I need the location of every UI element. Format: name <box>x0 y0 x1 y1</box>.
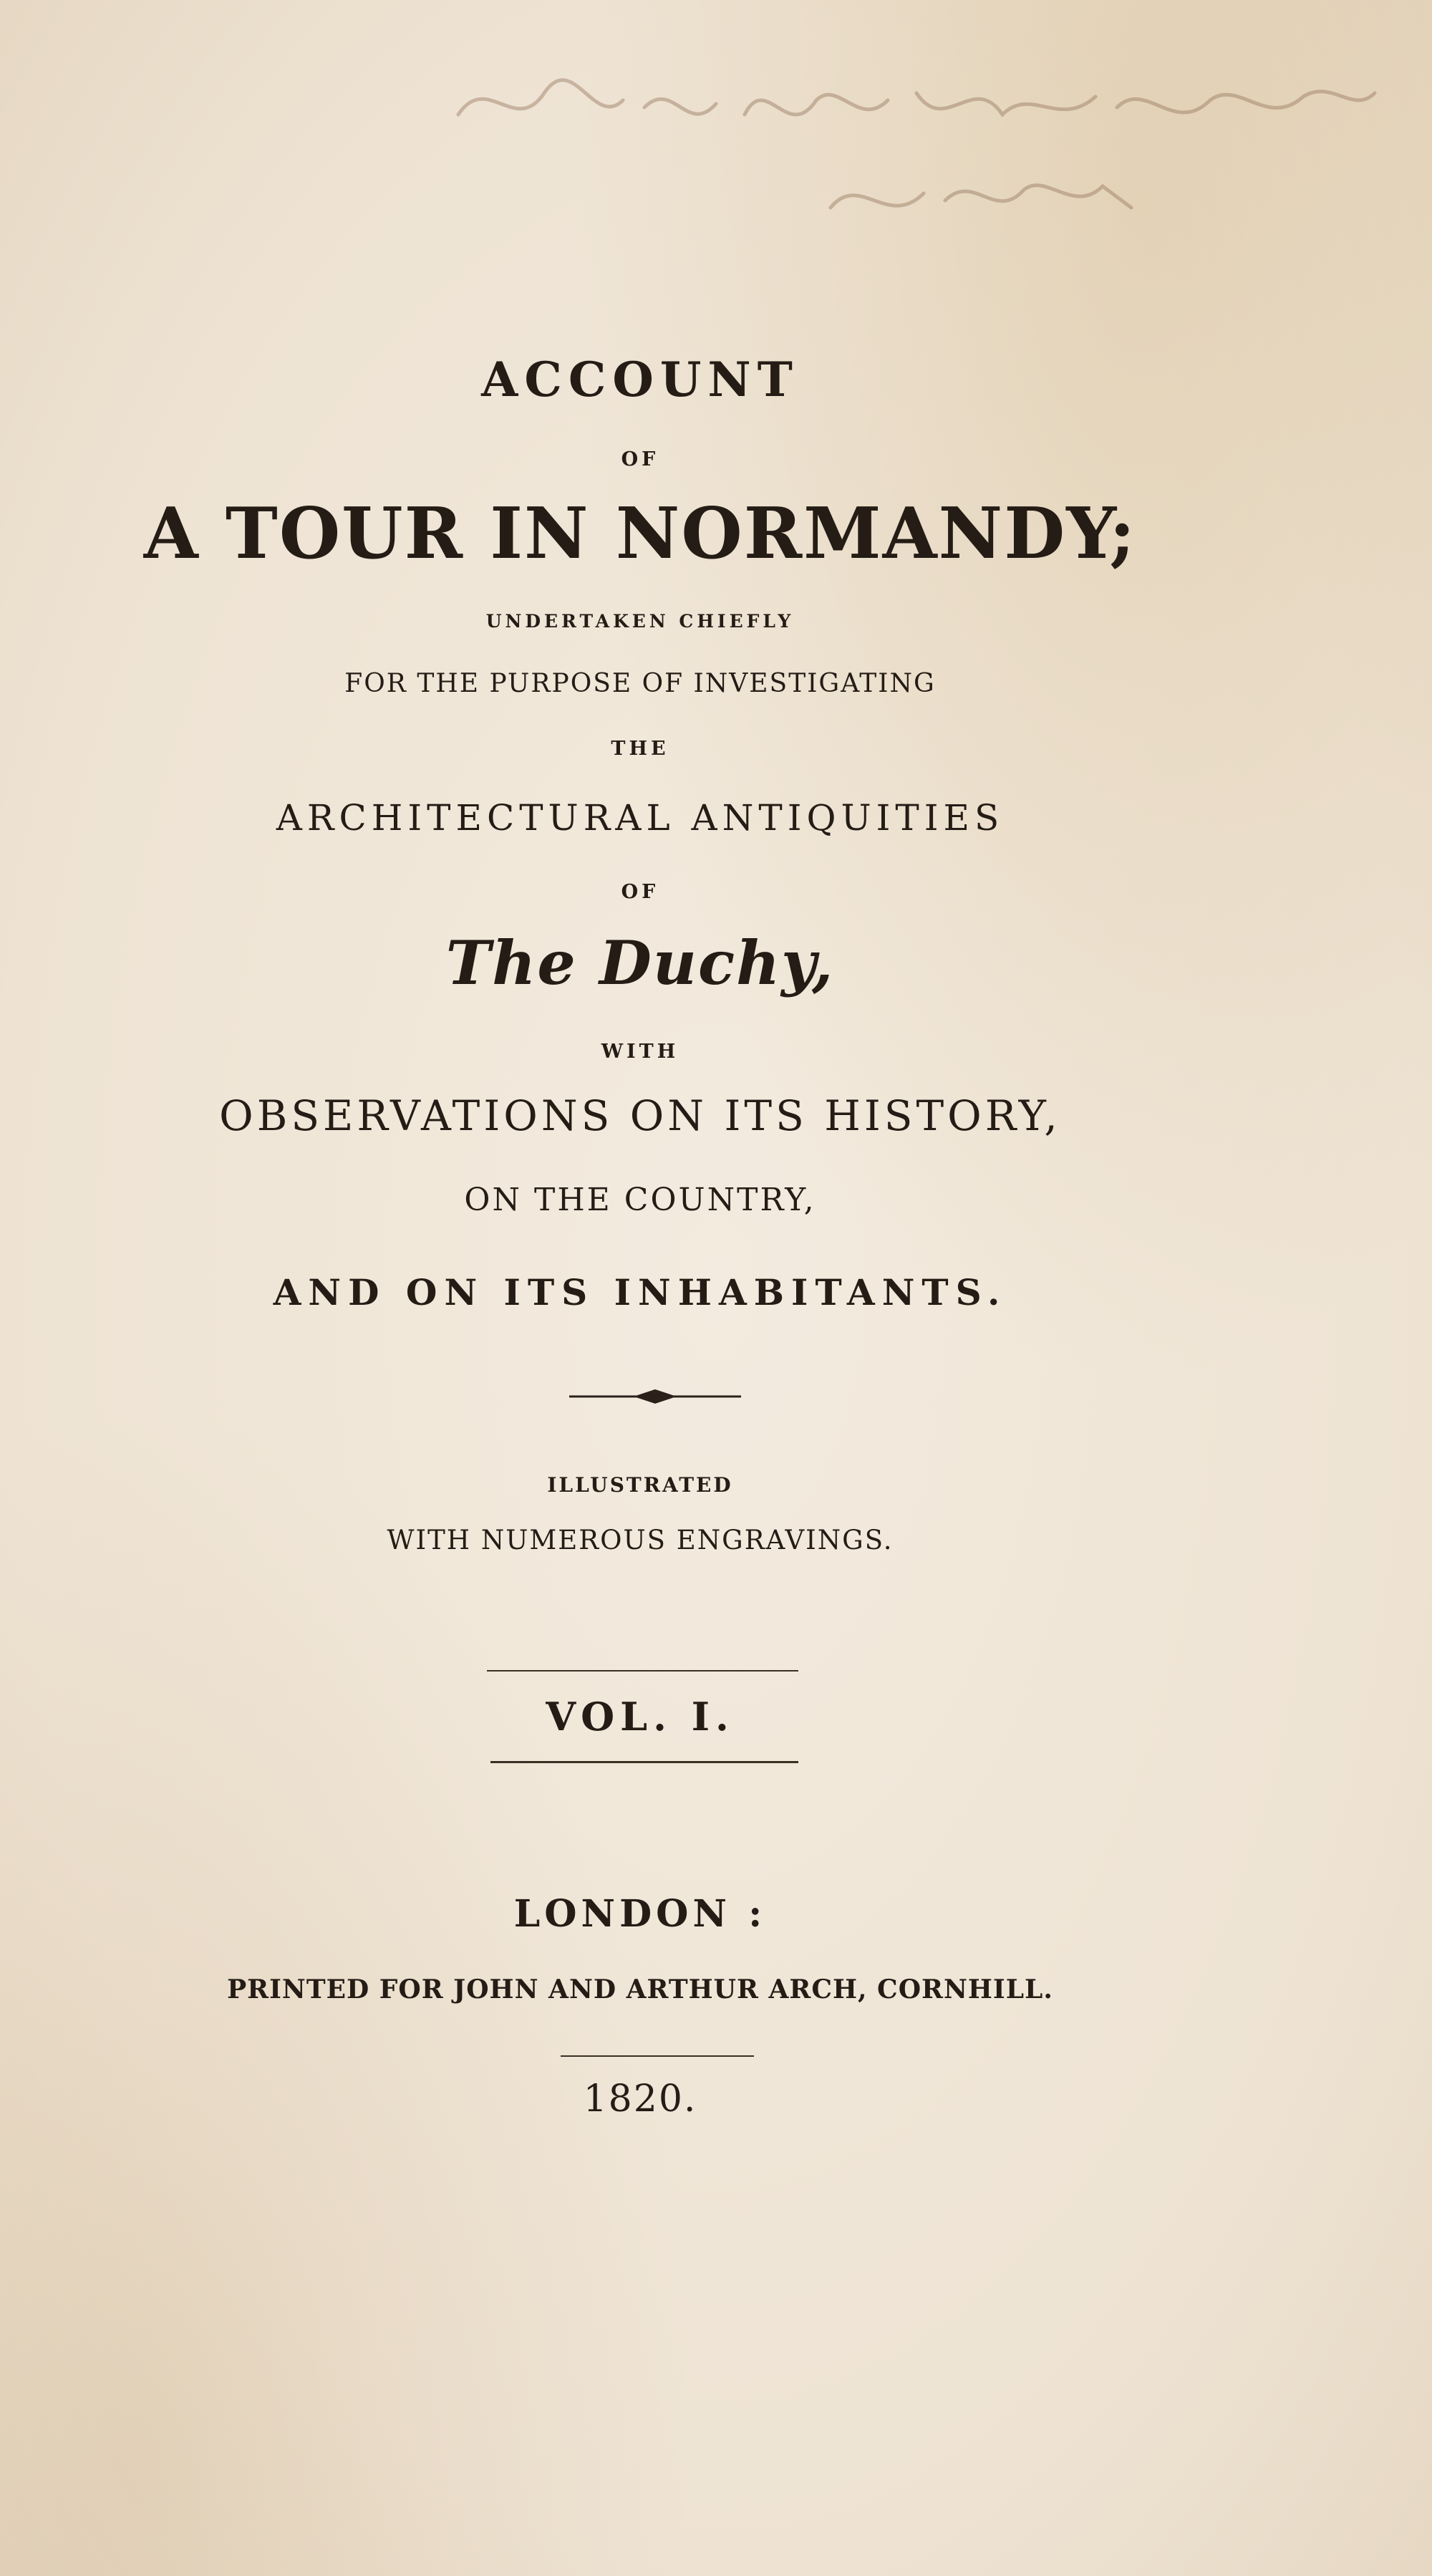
of-line-1: OF <box>621 448 659 471</box>
main-title: A TOUR IN NORMANDY; <box>143 493 1137 575</box>
year-rule <box>561 2055 754 2057</box>
handwritten-inscription <box>430 29 1396 258</box>
illustrated-line: ILLUSTRATED <box>547 1473 733 1497</box>
printer-line: PRINTED FOR JOHN AND ARTHUR ARCH, CORNHILL. <box>227 1974 1053 2005</box>
volume-label: VOL. I. <box>546 1694 735 1740</box>
engravings-line: WITH NUMEROUS ENGRAVINGS. <box>387 1525 894 1555</box>
antiquities-line: ARCHITECTURAL ANTIQUITIES <box>276 797 1005 839</box>
the-duchy: The Duchy, <box>445 927 835 998</box>
title-account: ACCOUNT <box>481 352 799 407</box>
year-label: 1820. <box>583 2078 697 2121</box>
undertaken-line: UNDERTAKEN CHIEFLY <box>485 611 795 632</box>
city-label: LONDON : <box>513 1892 767 1936</box>
ornament-divider <box>569 1386 741 1407</box>
volume-rule-top <box>487 1670 798 1671</box>
observations-line: OBSERVATIONS ON ITS HISTORY, <box>219 1091 1061 1140</box>
of-line-2: OF <box>621 881 659 903</box>
purpose-line: FOR THE PURPOSE OF INVESTIGATING <box>344 669 936 698</box>
volume-rule-bottom <box>490 1761 798 1763</box>
inhabitants-line: AND ON ITS INHABITANTS. <box>273 1271 1007 1313</box>
the-line: THE <box>611 738 669 760</box>
country-line: ON THE COUNTRY, <box>464 1182 816 1218</box>
with-line: WITH <box>601 1041 679 1063</box>
